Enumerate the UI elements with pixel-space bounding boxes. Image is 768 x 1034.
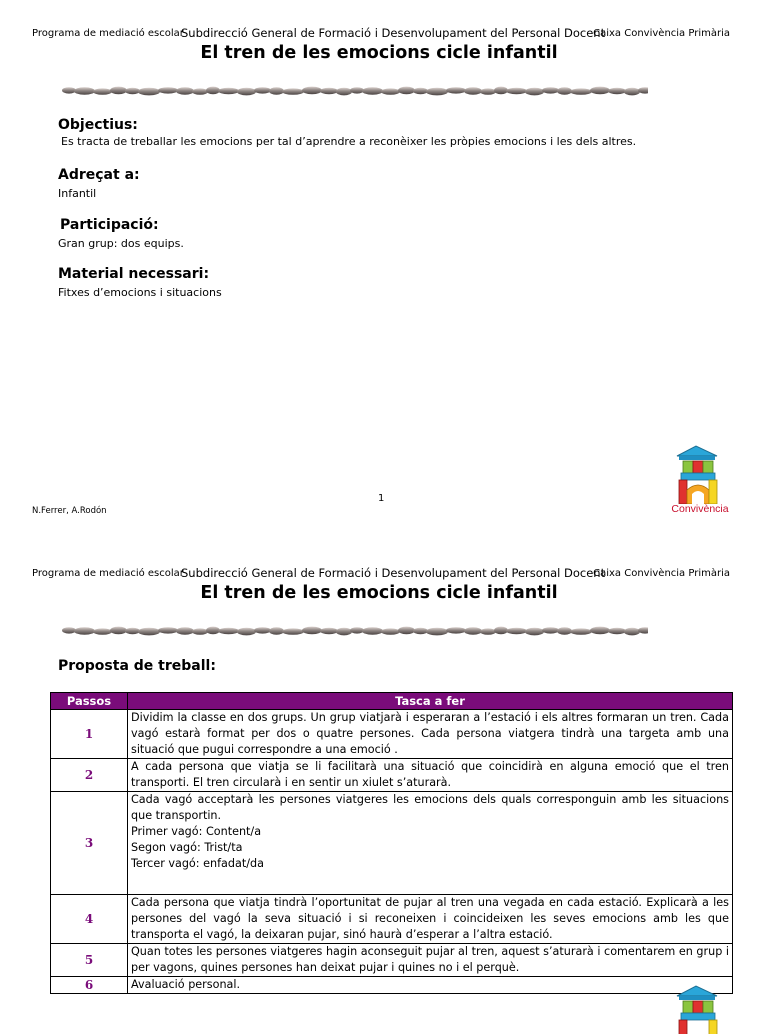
pebble (494, 627, 508, 635)
header-program: Programa de mediació escolar (32, 568, 184, 579)
pebble (62, 87, 76, 93)
pebble (480, 628, 496, 634)
pebble (93, 88, 112, 94)
page-2 (0, 540, 768, 1024)
pebble (269, 627, 284, 635)
pebble (350, 87, 364, 93)
pebble (525, 88, 544, 96)
page-header (0, 566, 768, 582)
pebble (446, 627, 466, 633)
blocks-house-icon (665, 984, 735, 1034)
pebble (464, 87, 482, 95)
pebble (624, 628, 640, 636)
step-text (128, 944, 733, 977)
step-line: Primer vagó: Content/a (131, 825, 262, 838)
pebble (237, 88, 256, 96)
pebble (464, 627, 482, 635)
pebble (542, 87, 559, 93)
step-text (128, 710, 733, 759)
pebble (336, 88, 352, 96)
table-row (51, 759, 733, 792)
objectius-text: Es tracta de treballar les emocions per tal d’aprendre a reconèixer les pròpies emocions i les dels altres. (61, 135, 637, 148)
pebble (110, 627, 127, 635)
pebble (336, 628, 352, 636)
pebble (138, 628, 160, 636)
pebble (282, 88, 304, 94)
step-line: Cada vagó acceptarà les persones viatgeres les emocions dels quals corresponguin amb les situacions que transportin. (131, 793, 729, 822)
pebble (158, 87, 178, 93)
pebble (93, 628, 112, 634)
pebble (590, 627, 610, 635)
table-row (51, 944, 733, 977)
pebble (525, 628, 544, 636)
pebble (254, 627, 271, 633)
adrecat-text: Infantil (58, 187, 97, 200)
pebble (158, 627, 178, 633)
pebble (446, 87, 466, 93)
pebble (608, 628, 626, 634)
adrecat-heading: Adreçat a: (58, 167, 140, 183)
step-line: Dividim la classe en dos grups. Un grup viatjarà i esperaran a l’estació i els altres formaran un tren. Cada vagó estarà format per dos o quatre persones. Cada persona viatgera tindrà una targeta amb una situació que pugui correspondre a una emoció . (131, 711, 729, 756)
pebble (192, 88, 208, 94)
pebble (206, 627, 220, 635)
pebble (350, 627, 364, 633)
pebble (125, 88, 140, 94)
pebble (413, 88, 428, 94)
pebble (192, 628, 208, 634)
pebble (506, 88, 527, 94)
pebble (413, 628, 428, 634)
pebble (176, 87, 194, 95)
step-number: 2 (51, 759, 128, 792)
pebble (557, 87, 572, 95)
page-title: El tren de les emocions cicle infantil (200, 583, 558, 603)
pebble (426, 88, 448, 96)
step-number: 1 (51, 710, 128, 759)
participacio-heading: Participació: (60, 217, 159, 233)
pebble (398, 87, 415, 95)
step-line: Avaluació personal. (131, 978, 241, 991)
author-credit: N.Ferrer, A.Rodón (32, 506, 107, 516)
step-number: 5 (51, 944, 128, 977)
pebble (542, 627, 559, 633)
header-program: Programa de mediació escolar (32, 28, 184, 39)
step-line: A cada persona que viatja se li facilitarà una situació que coincidirà en alguna emoció que el tren transporti. El tren circularà i en sentir un xiulet s’aturarà. (131, 760, 729, 789)
table-row (51, 895, 733, 944)
pebble (176, 627, 194, 635)
pebble (62, 627, 76, 633)
pebble (138, 88, 160, 96)
pebble (570, 88, 592, 94)
logo-label: Convivència (671, 503, 729, 515)
pebble (320, 88, 338, 94)
header-subdirection: Subdirecció General de Formació i Desenvolupament del Personal Docent (181, 566, 606, 580)
column-header-tasca: Tasca a fer (128, 693, 733, 710)
table-row (51, 792, 733, 895)
pebble (381, 88, 400, 94)
step-number: 3 (51, 792, 128, 895)
pebble (398, 627, 415, 635)
material-heading: Material necessari: (58, 266, 210, 282)
material-text: Fitxes d’emocions i situacions (58, 286, 222, 299)
pebble (254, 87, 271, 93)
participacio-text: Gran grup: dos equips. (58, 237, 184, 250)
step-number: 4 (51, 895, 128, 944)
pebble (269, 87, 284, 95)
step-text (128, 977, 733, 994)
pebble (381, 628, 400, 634)
column-header-passos: Passos (51, 693, 128, 710)
page-number: 1 (378, 493, 385, 504)
page-title: El tren de les emocions cicle infantil (200, 43, 558, 63)
pebble (237, 628, 256, 636)
convivencia-logo (665, 984, 735, 1034)
table-header-row (51, 693, 733, 710)
pebble (218, 88, 239, 94)
step-text (128, 759, 733, 792)
pebble-divider (62, 624, 648, 638)
convivencia-logo (665, 444, 735, 518)
table-row (51, 710, 733, 759)
table-row (51, 977, 733, 994)
step-line: Segon vagó: Trist/ta (131, 841, 243, 854)
header-subdirection: Subdirecció General de Formació i Desenvolupament del Personal Docent (181, 26, 606, 40)
pebble (74, 87, 95, 95)
pebble (302, 87, 322, 95)
pebble (570, 628, 592, 634)
step-number: 6 (51, 977, 128, 994)
pebble (506, 628, 527, 634)
pebble (494, 87, 508, 95)
step-line: Quan totes les persones viatgeres hagin aconseguit pujar al tren, aquest s’aturarà i comentarem en grup i per vagons, quines persones han deixat pujar i quines no i el perquè. (131, 945, 729, 974)
pebble-divider (62, 84, 648, 98)
pebble (125, 628, 140, 634)
pebble (362, 87, 383, 95)
pebble (480, 88, 496, 94)
tasks-table (50, 692, 733, 994)
page-header (0, 26, 768, 42)
pebble (218, 628, 239, 634)
pebble (608, 88, 626, 94)
step-line-blank (131, 872, 729, 894)
header-box: Caixa Convivència Primària (593, 568, 730, 579)
pebble (624, 88, 640, 96)
step-text (128, 792, 733, 895)
pebble (557, 627, 572, 635)
pebble (590, 87, 610, 95)
objectius-heading: Objectius: (58, 117, 138, 133)
pebble (282, 628, 304, 634)
blocks-house-icon (665, 444, 735, 504)
pebble (302, 627, 322, 635)
pebble (206, 87, 220, 95)
pebble (74, 627, 95, 635)
step-text (128, 895, 733, 944)
header-box: Caixa Convivència Primària (593, 28, 730, 39)
pebble (426, 628, 448, 636)
proposta-heading: Proposta de treball: (58, 658, 216, 674)
pebble (320, 628, 338, 634)
pebble (362, 627, 383, 635)
step-line: Tercer vagó: enfadat/da (131, 857, 264, 870)
pebble (110, 87, 127, 95)
step-line: Cada persona que viatja tindrà l’oportunitat de pujar al tren una vegada en cada estació. Explicarà a les persones del vagó la seva situació i si reconeixen i coincideixen les seves emocions amb les que transporta el vagó, la deixaran pujar, sinó haurà d’esperar a l’altra estació. (131, 896, 729, 941)
